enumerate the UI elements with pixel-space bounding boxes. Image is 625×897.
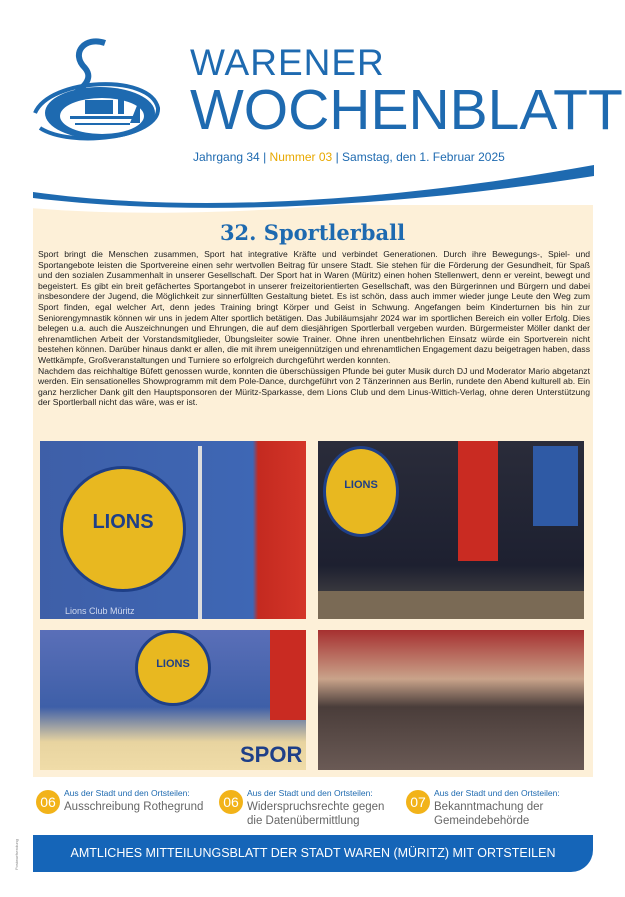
sponsor-banner: SPOR	[240, 742, 303, 767]
article-headline: 32. Sportlerball	[219, 220, 406, 245]
red-banner	[270, 630, 306, 720]
blue-banner	[533, 446, 578, 526]
photo-pole-dance	[40, 441, 306, 619]
footer-banner: AMTLICHES MITTEILUNGSBLATT DER STADT WAREN (MÜRITZ) MIT ORTSTEILEN	[33, 835, 593, 872]
masthead-title: WOCHENBLATT	[190, 78, 623, 142]
photo-dance-group	[318, 441, 584, 619]
lions-emblem: LIONS	[135, 630, 211, 706]
page-number-badge: 06	[219, 790, 243, 814]
teaser-kicker: Aus der Stadt und den Ortsteilen:	[247, 788, 373, 798]
teaser-kicker: Aus der Stadt und den Ortsteilen:	[64, 788, 190, 798]
red-banner	[458, 441, 498, 561]
mailing-label: Postwurfsendung	[14, 839, 19, 870]
page-number-badge: 07	[406, 790, 430, 814]
pole	[198, 446, 202, 619]
article-body	[38, 249, 590, 408]
masthead-title-top: WARENER	[190, 42, 385, 83]
teaser-title: Ausschreibung Rothegrund	[64, 801, 204, 813]
issue-date: Samstag, den 1. Februar 2025	[342, 150, 505, 164]
photo-show-dancers	[40, 630, 306, 770]
issue-number: Nummer 03	[269, 150, 333, 164]
separator: |	[263, 150, 267, 164]
lions-emblem: LIONS	[323, 446, 399, 537]
teaser-title: Bekanntmachung der Gemeindebehörde	[434, 801, 544, 827]
volume: Jahrgang 34	[193, 150, 260, 164]
page-number-badge: 06	[36, 790, 60, 814]
swan-logo	[30, 38, 165, 148]
separator: |	[335, 150, 339, 164]
photo-award-group	[318, 630, 584, 770]
article-paragraph: Nachdem das reichhaltige Büfett genossen wurde, konnten die überschüssigen Pfunde bei guter Musik durch DJ und Moderator Mario abgetanzt werden. Ein sensationelles Showprogramm mit dem Pole-Dance, durchgeführt von 2 Tänzerinnen aus Berlin, rundete den Abend kulturell ab. Ein ganz herzlicher Dank gilt den Hauptsponsoren der Müritz-Sparkasse, dem Lions Club und dem Linus-Wittich-Verlag, ohne deren Unterstützung der Sportlerball nicht das wäre, was er ist.	[38, 365, 590, 408]
stage-floor	[318, 591, 584, 619]
teaser-title: Widerspruchsrechte gegen die Datenübermittlung	[247, 801, 385, 827]
banner-caption: Lions Club Müritz	[65, 606, 135, 616]
teaser-kicker: Aus der Stadt und den Ortsteilen:	[434, 788, 560, 798]
header-swoosh	[0, 160, 625, 220]
lions-emblem: LIONS	[60, 466, 186, 592]
article-paragraph: Sport bringt die Menschen zusammen, Sport hat integrative Kräfte und verbindet Generationen. Durch ihre Bewegungs-, Spiel- und Sportangebote leisten die Sportvereine einen sehr wertvollen Beitrag für unsere Stadt. Sie stehen für die Förderung der Gesundheit, für Spaß und den sozialen Zusammenhalt in unserer Gesellschaft. Der Sport hat in Waren (Müritz) einen hohen Stellenwert, denn er vereint, bewegt und begeistert. Es gibt ein breit gefächertes Sportangebot in unserer freizeitorientierten Gesellschaft, was den Bürgerinnen und Bürgern und dabei insbesondere der Jugend, die Möglichkeit zur sinnerfüllten Gestaltung bietet. Es ist schön, dass auch immer wieder junge Leute den Weg zum Sport finden, egal welcher Art, denn jedes Training bringt Körper und Geist in Schwung. Angefangen beim Kinderturnen bis hin zur Seniorengymnastik können wir uns in jedem Alter sportlich betätigen. Das Jubiläumsjahr 2024 war im sportlichen Bereich ein voller Erfolg. Dies belegen u.a. auch die Auszeichnungen und Ehrungen, die auf dem diesjährigen Sportlerball vergeben wurden. Bürgermeister Möller dankt der ehrenamtlichen Arbeit der Vorstandsmitglieder, Übungsleiter sowie Trainer. Ohne ihren unentbehrlichen Einsatz würde ein Sportverein nicht bestehen können. Darüber hinaus dankt er allen, die mit ihrem uneigennützigen und ehrenamtlichen Engagement dazu beigetragen haben, dass Wettkämpfe, Großveranstaltungen und Turniere so erfolgreich durchgeführt werden konnten.	[38, 249, 590, 365]
